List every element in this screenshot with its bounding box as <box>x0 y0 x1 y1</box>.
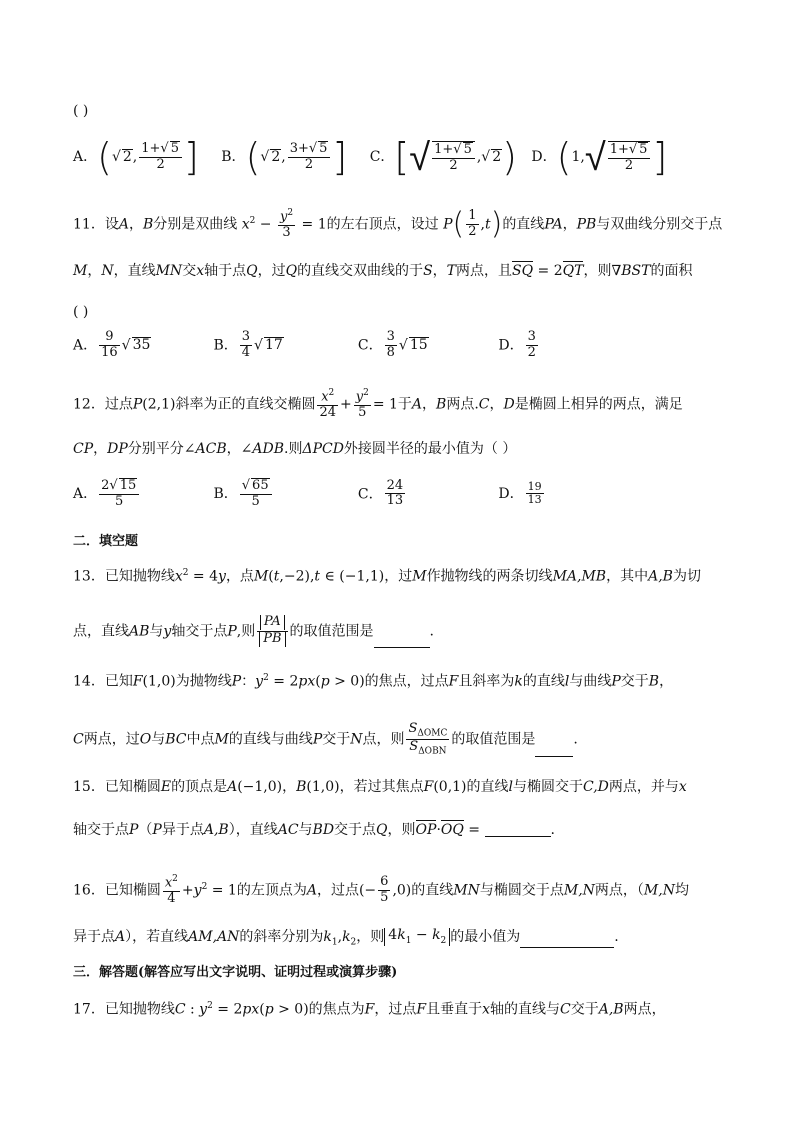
q16-line2: 异于点A），若直线AM,AN的斜率分别为$k_1,k_2$，则 $4k_1 - k_2$ 的最小值为 . <box>73 927 619 948</box>
q15-line1: 15．已知椭圆E的顶点是A(−1,0)，B(1,0)，若过其焦点F(0,1)的直线l与椭圆交于C,D两点，并与x <box>73 779 687 795</box>
section-solutions-title: 三．解答题(解答应写出文字说明、证明过程或演算步骤) <box>73 965 398 980</box>
q10-options <box>73 135 668 179</box>
q16-answer-blank[interactable] <box>520 933 614 948</box>
q12-option-d[interactable]: D． $\frac{19}{13}$ <box>498 479 542 507</box>
q12-options <box>73 478 546 510</box>
q11-option-a[interactable]: A． $\frac{9}{16}$ √ 35 <box>73 329 151 360</box>
q13-answer-blank[interactable] <box>374 633 430 648</box>
q10-option-b[interactable]: B．(√ 2, $\frac{3+√ 5}{2}$ ] <box>221 135 348 179</box>
q10-option-d[interactable]: D．(1,√ $\frac{1+√ 5}{2}$ ] <box>531 135 668 179</box>
q14-line2: C两点，过O与BC中点M的直线与曲线P交于N点，则 $\frac{S_{\Delta OMC}}{S_{\Delta OBN}}$ 的取值范围是 . <box>73 721 578 757</box>
q13-line2: 点，直线AB与y轴交于点P,则 $\frac{PA}{PB}$ 的取值范围是 . <box>73 614 434 646</box>
q10-option-c[interactable]: C．[√ $\frac{1+√ 5}{2}$ ,√ 2) <box>369 135 517 179</box>
q11-answer-paren: ( ) <box>73 304 89 320</box>
q11-options <box>73 330 540 361</box>
q14-line1: 14．已知F(1,0)为抛物线P：$y^2 = 2px(p > 0)$的焦点，过点F且斜率为k的直线l与曲线P交于B， <box>73 673 674 690</box>
q12-option-b[interactable]: B． $\frac{√ 65}{5}$ <box>213 478 353 510</box>
q11-option-d[interactable]: D． $\frac{3}{2}$ <box>498 329 536 360</box>
q11-line1: 11．设A，B分别是双曲线 $x^2$ − $\frac{y^2}{3}$ = 1的左右顶点，设过 P( $\frac{1}{2}$ ,t)的直线PA，PB与双曲线分别交于点 <box>73 206 723 242</box>
q10-option-a[interactable]: A．(√ 2, $\frac{1+√ 5}{2}$ ] <box>73 135 199 179</box>
q10-answer-paren: ( ) <box>73 103 89 119</box>
q12-option-a[interactable]: A． $\frac{2√ 15}{5}$ <box>73 478 209 510</box>
q12-line2: CP，DP分别平分∠ACB，∠ADB.则ΔPCD外接圆半径的最小值为（ ） <box>73 441 517 457</box>
q15-answer-blank[interactable] <box>485 822 551 837</box>
q17-line1: 17．已知抛物线C : $y^2 = 2px(p > 0)$的焦点为F，过点F且垂直于x轴的直线与C交于A,B两点， <box>73 1001 666 1018</box>
section-fill-in-title: 二．填空题 <box>73 534 139 549</box>
q16-line1: 16．已知椭圆 $\frac{x^2}{4}$ $+y^2 = 1$的左顶点为A，过点(− $\frac{6}{5}$ ,0)的直线MN与椭圆交于点M,N两点，（M,N均 <box>73 874 689 907</box>
q13-line1: 13．已知抛物线$x^2 = 4y$，点M(t,−2),t ∈ (−1,1)，过M作抛物线的两条切线MA,MB，其中A,B为切 <box>73 568 701 585</box>
q12-line1: 12．过点P(2,1)斜率为正的直线交椭圆 $\frac{x^2}{24}$ + $\frac{y^2}{5}$ = 1于A，B两点.C，D是椭圆上相异的两点，满足 <box>73 388 683 421</box>
q11-line2: M，N，直线MN交x轴于点Q，过Q的直线交双曲线的于S，T两点，且SQ = 2QT，则∇BST的面积 <box>73 263 693 279</box>
q12-option-c[interactable]: C． $\frac{24}{13}$ <box>357 477 404 509</box>
q11-option-c[interactable]: C． $\frac{3}{8}$ √ 15 <box>357 329 428 360</box>
q11-option-b[interactable]: B． $\frac{3}{4}$ √ 17 <box>213 329 283 360</box>
q14-answer-blank[interactable] <box>535 742 573 757</box>
q15-line2: 轴交于点P（P异于点A,B），直线AC与BD交于点Q，则OP·OQ = . <box>73 822 555 838</box>
